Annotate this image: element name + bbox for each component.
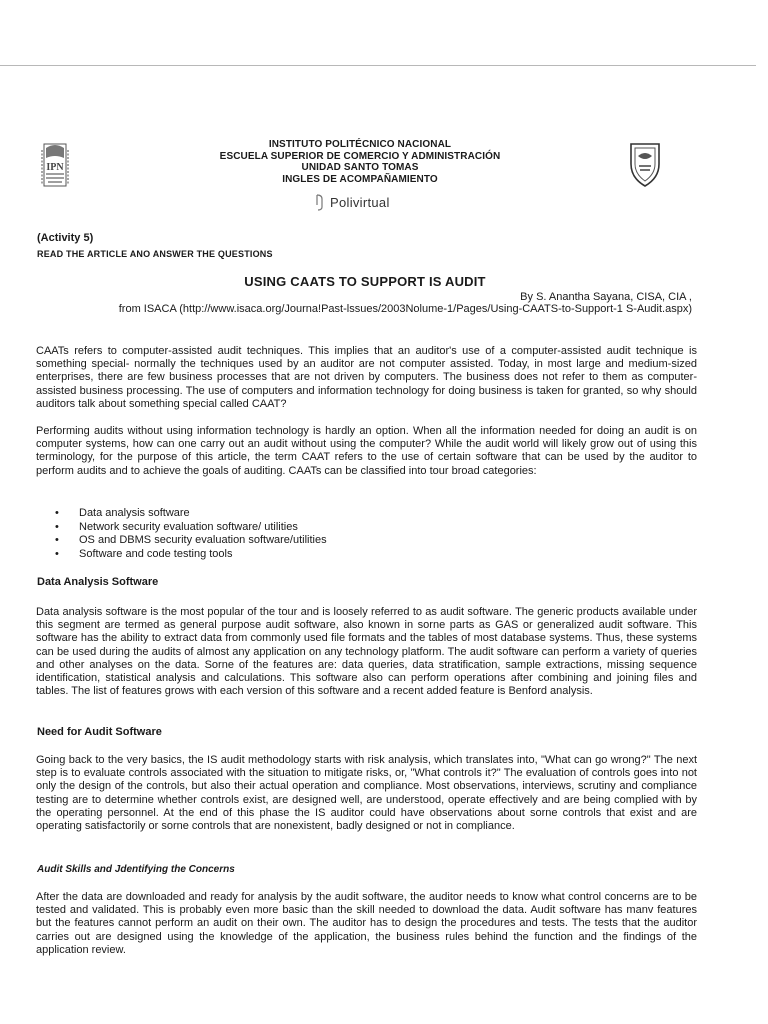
article-source: from ISACA (http://www.isaca.org/Journa!Past-lssues/2003Nolume-1/Pages/Using-CAATS-to-Support-1 S-Audit.aspx) [118, 303, 692, 315]
instruction-text: READ THE ARTICLE ANO ANSWER THE QUESTIONS [37, 249, 273, 259]
bullet-icon: • [55, 507, 59, 519]
top-divider [0, 65, 756, 66]
ipn-logo-text: IPN [46, 162, 64, 173]
heading-audit-skills: Audit Skills and Jdentifying the Concerns [37, 864, 235, 875]
institution-line-2: ESCUELA SUPERIOR DE COMERCIO Y ADMINISTRACIÓN [219, 150, 501, 162]
paragraph-data-analysis: Data analysis software is the most popular of the tour and is loosely referred to as audit software. The generic products available under this segment are termed as general purpose audit software, also known in sorne parts as GAS or generalized audit software. This software has the ability to extract data from commonly used file formats and the tables of most database systems. Thus, these systems can be used during the audits of almost any application on any technology platform. The audit software can perform a variety of queries and other analyses on the data. Sorne of the features are: data queries, data stratification, sample extractions, missing sequence identification, statistical analysis and calculations. This software also can perform operations after combining and joining files and tables. The list of features grows with each version of this software and a recent added feature is Benford analysis. [36, 606, 697, 698]
article-title: USING CAATS TO SUPPORT IS AUDIT [244, 274, 486, 289]
polivirtual-brand [314, 192, 390, 212]
paragraph-need-for-audit: Going back to the very basics, the IS audit methodology starts with risk analysis, which translates into, "What can go wrong?" The next step is to evaluate controls associated with the situation to mitigate risks, or, "What controls it?" The evaluation of controls goes into not only the design of the controls, but also their actual operation and compliance. Most observations, interviews, scrutiny and compliance testing are to determine whether controls exist, are designed well, are understood, operate effectively and are being complied with by the operating personnel. At the end of this phase the IS auditor could have observations about sorne controls that exist and are operating satisfactorily or sorne controls that are nonexistent, badly designed or not in compliance. [36, 754, 697, 833]
bullet-icon: • [55, 520, 59, 533]
bullet-icon: • [55, 547, 59, 560]
institution-line-1: INSTITUTO POLITÉCNICO NACIONAL [268, 139, 452, 150]
list-item-text: Network security evaluation software/ utilities [79, 520, 298, 533]
paragraph-intro: CAATs refers to computer-assisted audit techniques. This implies that an auditor's use of a computer-assisted audit technique is something special- normally the techniques used by an auditor are not computer assisted. Today, in most large and medium-sized enterprises, there are few business processes that are not driven by computers. The business does not refer to them as computer-assisted business processing. The use of computers and information technology for doing business is taken for granted, so why should auditors talk about something special called CAAT? [36, 345, 697, 410]
institution-line-4: INGLES DE ACOMPAÑAMIENTO [282, 173, 438, 185]
institution-header [160, 139, 560, 185]
heading-need-for-audit-software: Need for Audit Software [37, 726, 162, 738]
polivirtual-label: Polivirtual [330, 194, 390, 210]
bullet-icon: • [55, 534, 59, 546]
article-byline: By S. Anantha Sayana, CISA, CIA , [520, 291, 692, 303]
institution-line-3: UNIDAD SANTO TOMAS [301, 162, 419, 173]
list-item-text: OS and DBMS security evaluation software/utilities [79, 534, 327, 546]
list-item [55, 548, 327, 562]
paragraph-performing-audits: Performing audits without using information technology is hardly an option. When all the information needed for doing an audit is on computer systems, how can one carry out an audit without using the computer? While the audit world will likely grow out of using this terminology, for the purpose of this article, the term CAAT refers to the use of certain software that can be used by the auditor to perform audits and to achieve the goals of auditing. CAATs can be classified into tour broad categories: [36, 425, 697, 477]
heading-data-analysis-software: Data Analysis Software [37, 576, 159, 588]
paragraph-audit-skills: After the data are downloaded and ready for analysis by the audit software, the auditor needs to know what control concerns are to be tested and validated. This is probably even more basic than the skill needed to download the data. Audit software has manv features but the features cannot perform an audit on their own. The auditor has to design the procedures and tests. The tests that the auditor carries out are designed using the knowledge of the application, the business rules behind the function and the findings of the application review. [36, 891, 697, 956]
list-item [55, 521, 327, 535]
activity-label: (Activity 5) [37, 232, 94, 244]
list-item [55, 507, 327, 521]
list-item-text: Data analysis software [79, 507, 190, 519]
polivirtual-logo-icon [314, 193, 326, 211]
list-item [55, 534, 327, 548]
esca-shield-icon [626, 140, 664, 188]
ipn-logo-icon [36, 138, 74, 194]
caat-categories-list [55, 507, 327, 561]
list-item-text: Software and code testing tools [79, 547, 233, 560]
